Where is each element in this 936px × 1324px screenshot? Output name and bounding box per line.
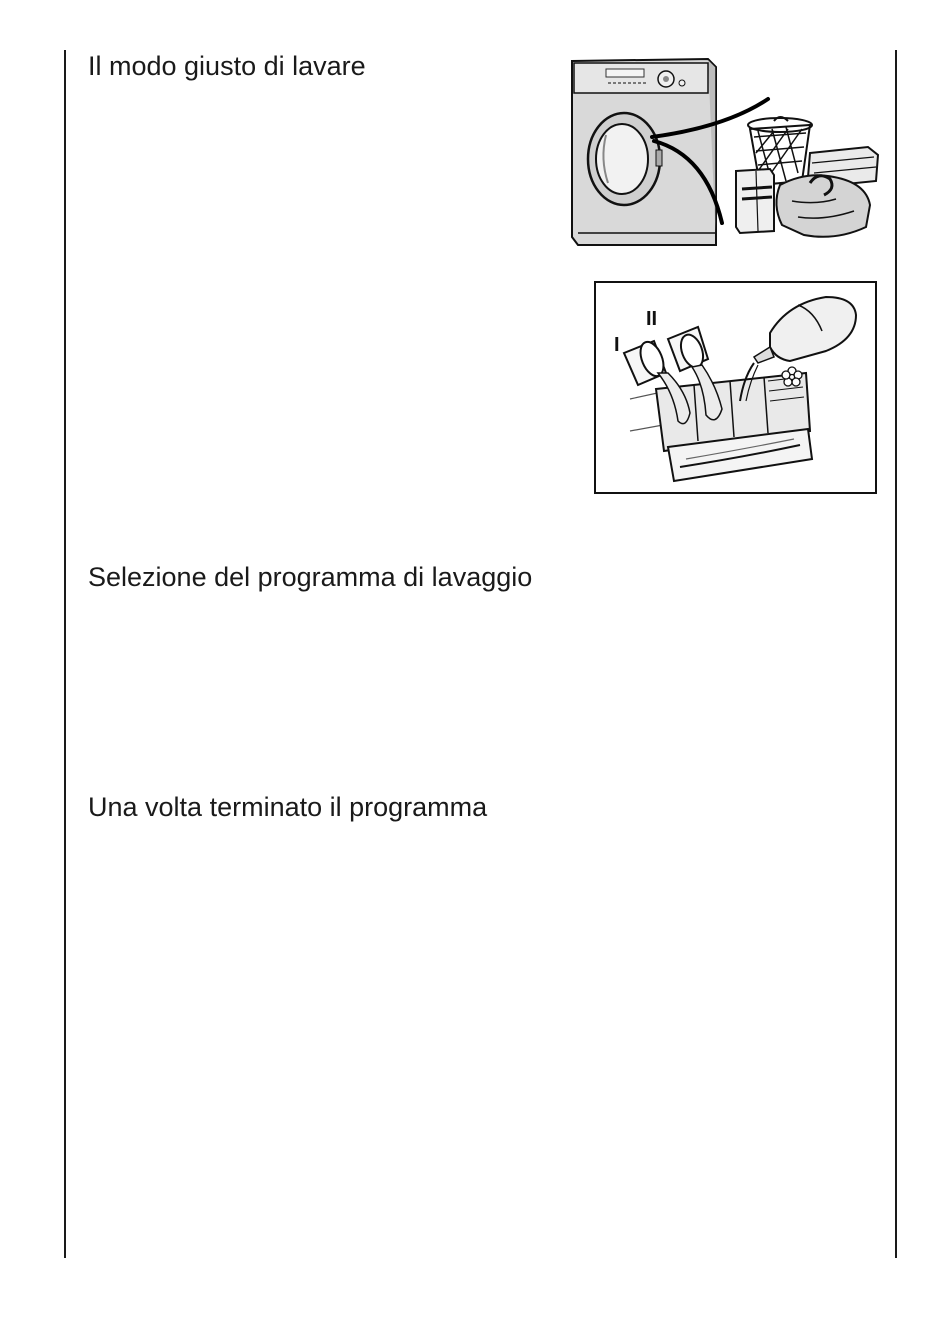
section-heading-washing: Il modo giusto di lavare [88, 51, 366, 81]
section-heading-program-end: Una volta terminato il programma [88, 792, 488, 822]
detergent-dispenser-icon [594, 281, 877, 494]
section-heading-program-selection: Selezione del programma di lavaggio [88, 562, 533, 592]
right-margin-rule [895, 50, 897, 1258]
compartment-label-ii: II [646, 308, 658, 330]
washing-machine-illustration [566, 55, 884, 248]
compartment-label-i: I [614, 334, 620, 356]
left-margin-rule [64, 50, 66, 1258]
washing-machine-with-laundry-icon [566, 55, 884, 248]
detergent-dispenser-illustration [594, 281, 877, 494]
